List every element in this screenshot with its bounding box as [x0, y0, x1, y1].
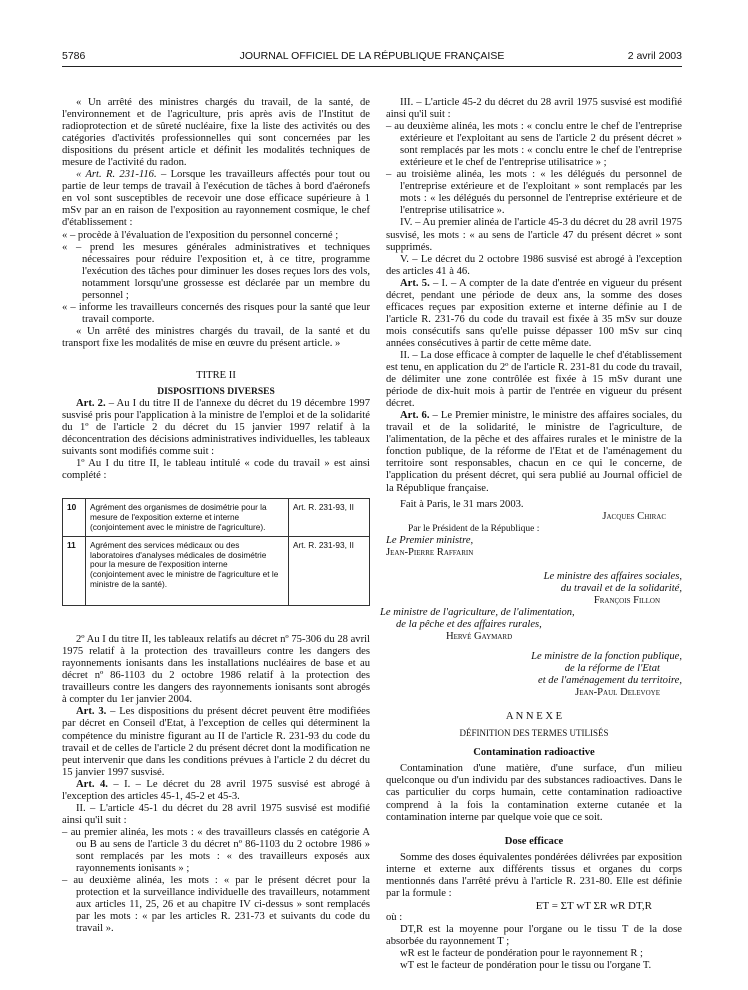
definition-heading: Contamination radioactive: [473, 747, 595, 759]
section-title: TITRE II: [196, 369, 236, 381]
table-cell: Art. R. 231-93, II: [289, 499, 370, 537]
signature-title: Le ministre de l'agriculture, de l'alimentation,: [380, 606, 575, 618]
paragraph: Contamination d'une matière, d'une surface, d'un milieu quelconque ou d'un individu par des substances radioactives. Dans le cas particulier du corps humain, cette contamination radioactive comprend à la fois la contamination externe cutanée et la contamination interne par quelque voie que ce soit.: [386, 763, 682, 823]
list-item: – au troisième alinéa, les mots : « les délégués du personnel de l'entreprise extérieure et de l'exploitant » sont remplacés par les mots : « les délégués du personnel de l'entreprise extérieure et de l'entreprise utilisatrice ».: [386, 169, 682, 217]
list-item: « – prend les mesures générales administratives et techniques nécessaires pour réduire l'exposition et, à ce titre, programme l'exécution des tâches pour diminuer les doses reçues lors des vols, notamment lorsqu'une grossesse est déclarée par un membre du personnel ;: [62, 241, 370, 301]
paragraph: Art. 5. – I. – A compter de la date d'entrée en vigueur du présent décret, pendant une période de deux ans, la somme des doses efficaces reçues par exposition externe et interne définie au I de l'article R. 231-76 du code du travail est fixée à 35 mSv sur douze mois consécutifs sans qu'elle puisse dépasser 100 mSv sur cinq années consécutives à partir de cette même date.: [386, 277, 682, 349]
signature-title: Le Premier ministre,: [386, 534, 474, 546]
article-label: Art. 3.: [76, 706, 107, 718]
paragraph: 2º Au I du titre II, les tableaux relatifs au décret nº 75-306 du 28 avril 1975 relatif à la protection des travailleurs contre les dangers des rayonnements ionisants dans les installations nucléaires de base et au décret nº 86-1103 du 2 octobre 1986 relatif à la protection des travailleurs contre les dangers des rayonnements ionisants sont abrogés à compter du 1er janvier 2004.: [62, 634, 370, 706]
annex-title: A N N E X E: [505, 711, 563, 723]
signature-title: et de l'aménagement du territoire,: [538, 675, 682, 687]
paragraph: où :: [386, 911, 403, 923]
paragraph: DT,R est la moyenne pour l'organe ou le tissu T de la dose absorbée du rayonnement T ;: [386, 923, 682, 947]
signature-title: de la réforme de l'Etat: [564, 663, 660, 675]
table-row: [63, 537, 370, 606]
signature-line: Par le Président de la République :: [408, 523, 540, 534]
list-item: – au deuxième alinéa, les mots : « par le présent décret pour la protection et la surveillance individuelle des travailleurs, notamment aux articles 11, 25, 26 et au chapitre IV ci-dessus » sont remplacés par les mots : « par les articles R. 231-73 et suivants du code du travail ».: [62, 875, 370, 935]
journal-title: JOURNAL OFFICIEL DE LA RÉPUBLIQUE FRANÇAISE: [239, 50, 505, 62]
list-item: « – informe les travailleurs concernés des risques pour la santé que leur travail comporte.: [62, 301, 370, 325]
article-label: Art. 6.: [400, 410, 430, 422]
signature-name: Jean-Pierre Raffarin: [386, 546, 474, 558]
right-column: [380, 97, 683, 972]
paragraph: Art. 2. – Au I du titre II de l'annexe du décret du 19 décembre 1997 susvisé pris pour l'application à la ministre de l'emploi et de la solidarité du 1º de l'article 2 du décret du 15 janvier 1997 relatif à la déconcentration des décisions administratives individuelles, les tableaux suivants sont modifiés comme suit :: [62, 398, 370, 458]
table-cell: 11: [63, 537, 86, 606]
table-cell: 10: [63, 499, 86, 537]
paragraph: II. – L'article 45-1 du décret du 28 avril 1975 susvisé est modifié ainsi qu'il suit :: [62, 802, 370, 826]
signature-name: Hervé Gaymard: [446, 631, 513, 643]
section-subtitle: DISPOSITIONS DIVERSES: [157, 387, 275, 398]
paragraph: II. – La dose efficace à compter de laquelle le chef d'établissement est tenu, en application du 2º de l'article R. 231-81 du code du travail, de délimiter une zone contrôlée est fixée à 15 mSv durant une période de dix-huit mois à partir de l'entrée en vigueur du présent décret.: [386, 349, 682, 410]
list-item: – au deuxième alinéa, les mots : « conclu entre le chef de l'entreprise extérieure et l'exploitant au sens de l'article 2 du présent décret » sont remplacés par les mots : « conclu entre le chef de l'entreprise extérieure et le chef de l'entreprise utilisatrice » ;: [386, 121, 682, 169]
paragraph: V. – Le décret du 2 octobre 1986 susvisé est abrogé à l'exception des articles 41 à 46.: [386, 253, 682, 277]
delegation-table: [62, 498, 370, 606]
signature-name: François Fillon: [593, 594, 660, 606]
paragraph: « Un arrêté des ministres chargés du travail, de la santé et du transport fixe les modalités de mise en œuvre du présent article. »: [62, 325, 370, 349]
paragraph: IV. – Au premier alinéa de l'article 45-3 du décret du 28 avril 1975 susvisé, les mots : « au sens de l'article 47 du présent décret » sont supprimés.: [386, 217, 682, 253]
definition-heading: Dose efficace: [504, 835, 564, 847]
table-row: [63, 499, 370, 537]
paragraph: 1º Au I du titre II, le tableau intitulé « code du travail » est ainsi complété :: [62, 458, 370, 482]
signature-title: Le ministre de la fonction publique,: [531, 651, 682, 663]
paragraph: Art. 6. – Le Premier ministre, le ministre des affaires sociales, du travail et de la solidarité, le ministre de l'agriculture, de l'alimentation, de la pêche et des affaires rurales et le ministre de la fonction publique, de la réforme de l'Etat et de l'aménagement du territoire sont responsables, chacun en ce qui le concerne, de l'application du présent décret, qui sera publié au Journal officiel de la République française.: [386, 410, 683, 494]
annex-subtitle: DÉFINITION DES TERMES UTILISÉS: [459, 728, 609, 739]
dose-formula: ET = ΣT wT ΣR wR DT,R: [535, 899, 652, 912]
article-label: Art. 4.: [76, 778, 108, 790]
table-cell: Agrément des services médicaux ou des laboratoires d'analyses médicales de dosimétrie pour la mesure de l'exposition interne (conjointement avec le ministre de l'agriculture et le ministre de la santé).: [86, 537, 289, 606]
signature-place-date: Fait à Paris, le 31 mars 2003.: [400, 498, 524, 510]
paragraph: « Un arrêté des ministres chargés du travail, de la santé, de l'environnement et de l'agriculture, pris après avis de l'Institut de radioprotection et de sûreté nucléaire, fixe la liste des activités ou des catégories d'activités professionnelles qui sont concernées par les dispositions du présent article et définit les modalités techniques de mesure de l'activité du radon.: [62, 97, 370, 169]
paragraph: III. – L'article 45-2 du décret du 28 avril 1975 susvisé est modifié ainsi qu'il suit :: [386, 97, 682, 121]
signature-title: de la pêche et des affaires rurales,: [396, 618, 542, 630]
paragraph: Art. 4. – I. – Le décret du 28 avril 1975 susvisé est abrogé à l'exception des articles 45-1, 45-2 et 45-3.: [62, 778, 370, 802]
signature-name: Jean-Paul Delevoye: [575, 687, 660, 699]
issue-date: 2 avril 2003: [627, 50, 682, 62]
header-rule: [62, 66, 682, 67]
article-label: Art. 5.: [400, 277, 430, 289]
left-column: [62, 97, 370, 935]
list-item: – au premier alinéa, les mots : « des travailleurs classés en catégorie A ou B au sens de l'article 3 du décret nº 86-1103 du 2 octobre 1986 » sont remplacés par les mots : « des travailleurs exposés aux rayonnements ionisants » ;: [62, 826, 370, 875]
paragraph: « Art. R. 231-116. – Lorsque les travailleurs affectés pour tout ou partie de leur temps de travail à l'exécution de tâches à bord d'aéronefs en vol sont susceptibles de recevoir une dose efficace supérieure à 1 mSv par an en raison de l'exposition au rayonnement cosmique, le chef d'établissement :: [62, 169, 370, 229]
paragraph: wR est le facteur de pondération pour le rayonnement R ;: [400, 948, 643, 960]
paragraph: Somme des doses équivalentes pondérées délivrées par exposition interne et externe aux différents tissus et organes du corps mentionnés dans l'arrêté prévu à l'article R. 231-80. Elle est définie par la formule :: [386, 851, 682, 899]
page-number: 5786: [62, 50, 86, 62]
list-item: « – procède à l'évaluation de l'exposition du personnel concerné ;: [62, 229, 339, 241]
signature-name: Jacques Chirac: [602, 510, 666, 522]
article-label: Art. 2.: [76, 398, 106, 410]
paragraph: Art. 3. – Les dispositions du présent décret peuvent être modifiées par décret en Conseil d'Etat, à l'exception de celles qui déterminent la compétence du ministre figurant au II de l'article R. 231-93 du code du travail et de celles de l'article 2 du présent décret dont la modification ne peut intervenir que dans les conditions prévues à l'article 2 du décret du 15 janvier 1997 susvisé.: [62, 706, 370, 778]
table-cell: Agrément des organismes de dosimétrie pour la mesure de l'exposition externe et interne (conjointement avec le ministre de l'agriculture).: [86, 499, 289, 537]
page-header: [62, 50, 682, 64]
signature-title: Le ministre des affaires sociales,: [543, 570, 682, 582]
paragraph: wT est le facteur de pondération pour le tissu ou l'organe T.: [400, 960, 652, 972]
signature-title: du travail et de la solidarité,: [560, 582, 682, 594]
article-ref: « Art. R. 231-116.: [76, 169, 157, 181]
table-cell: Art. R. 231-93, II: [289, 537, 370, 606]
